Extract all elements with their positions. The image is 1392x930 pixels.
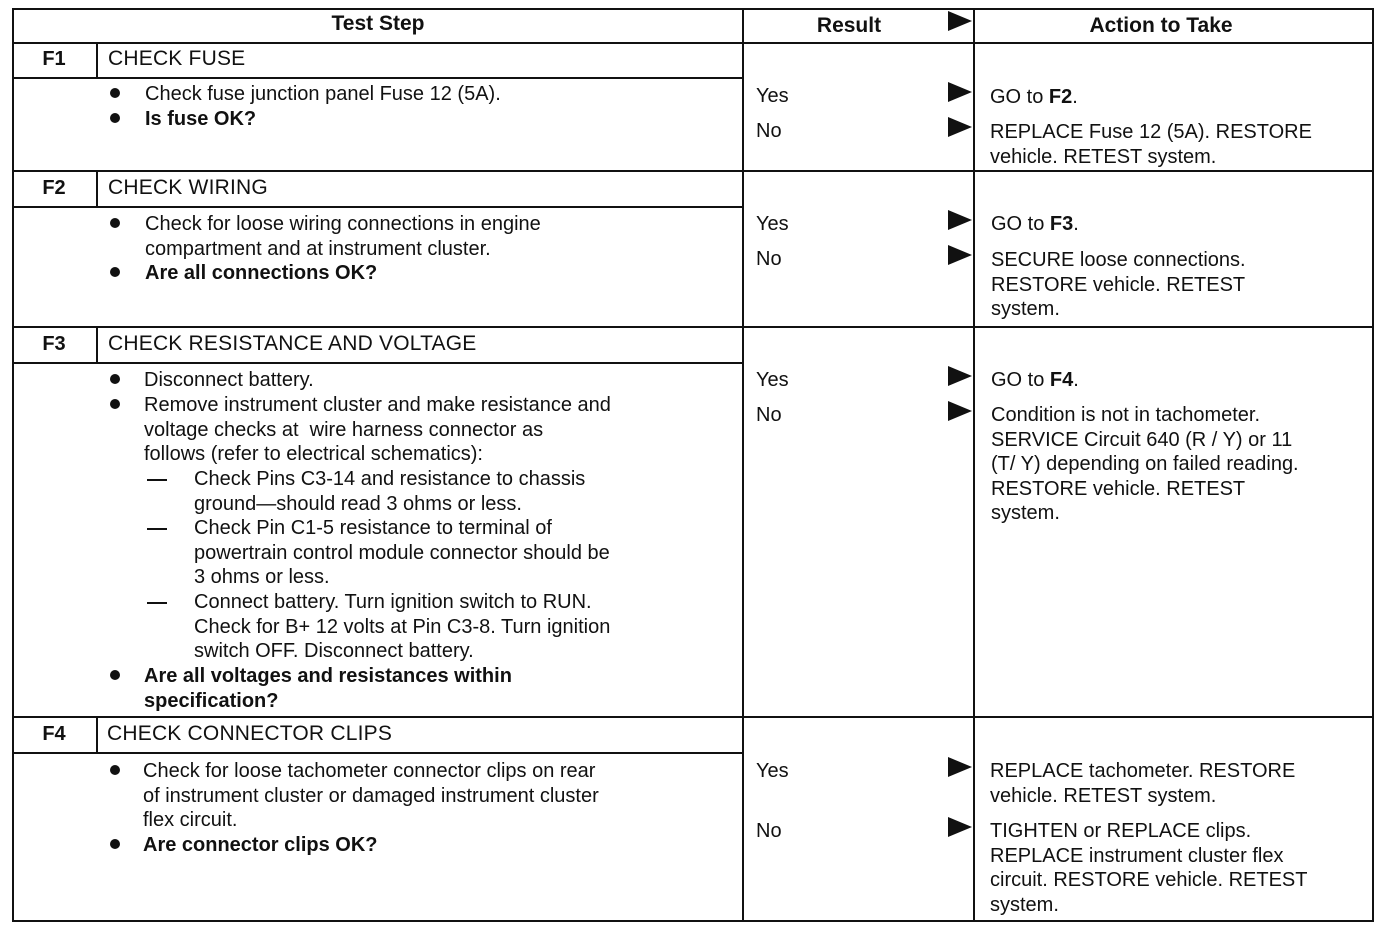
bullet-icon xyxy=(110,267,120,277)
step-substep: Check Pins C3-14 and resistance to chassis ground—should read 3 ohms or less. xyxy=(194,468,586,515)
action-yes: GO to F2. xyxy=(990,86,1078,108)
bullet-icon xyxy=(110,218,120,228)
step-question: Are all connections OK? xyxy=(145,262,378,284)
action-yes: GO to F3. xyxy=(991,213,1079,235)
step-substep: Connect battery. Turn ignition switch to RUN. Check for B+ 12 volts at Pin C3-8. Turn ignition switch OFF. Disconnect battery. xyxy=(194,591,611,662)
bullet-icon xyxy=(110,839,120,849)
header-arrow-icon xyxy=(948,11,972,31)
step-instruction: Check for loose tachometer connector clips on rear of instrument cluster or damaged instrument cluster flex circuit. xyxy=(143,760,599,831)
arrow-no-icon xyxy=(948,401,972,421)
step-title: CHECK FUSE xyxy=(108,47,246,70)
step-instruction: Remove instrument cluster and make resistance and voltage checks at wire harness connector as follows (refer to electrical schematics): xyxy=(144,394,611,465)
result-no: No xyxy=(756,248,782,270)
step-instruction: Check for loose wiring connections in engine compartment and at instrument cluster. xyxy=(145,213,541,260)
step-id: F2 xyxy=(42,177,66,199)
action-no: REPLACE Fuse 12 (5A). RESTORE vehicle. RETEST system. xyxy=(990,121,1312,168)
action-yes: REPLACE tachometer. RESTORE vehicle. RETEST system. xyxy=(990,760,1296,807)
action-yes: GO to F4. xyxy=(991,369,1079,391)
action-no: Condition is not in tachometer. SERVICE Circuit 640 (R / Y) or 11 (T/ Y) depending on failed reading. RESTORE vehicle. RETEST system. xyxy=(991,404,1299,524)
step-substep: Check Pin C1-5 resistance to terminal of powertrain control module connector should be 3 ohms or less. xyxy=(194,517,610,588)
result-yes: Yes xyxy=(756,760,789,782)
arrow-yes-icon xyxy=(948,210,972,230)
step-id: F3 xyxy=(42,333,66,355)
dash-icon xyxy=(147,528,167,530)
step-question: Is fuse OK? xyxy=(145,108,257,130)
result-no: No xyxy=(756,820,782,842)
bullet-icon xyxy=(110,670,120,680)
result-yes: Yes xyxy=(756,85,789,107)
arrow-no-icon xyxy=(948,117,972,137)
step-title: CHECK RESISTANCE AND VOLTAGE xyxy=(108,332,477,355)
arrow-yes-icon xyxy=(948,366,972,386)
header-result: Result xyxy=(816,14,882,37)
step-question: Are all voltages and resistances within specification? xyxy=(144,665,512,712)
arrow-yes-icon xyxy=(948,82,972,102)
step-title: CHECK WIRING xyxy=(108,176,268,199)
dash-icon xyxy=(147,602,167,604)
step-id: F4 xyxy=(42,723,66,745)
bullet-icon xyxy=(110,88,120,98)
bullet-icon xyxy=(110,399,120,409)
arrow-no-icon xyxy=(948,245,972,265)
result-yes: Yes xyxy=(756,213,789,235)
result-no: No xyxy=(756,404,782,426)
step-id: F1 xyxy=(42,48,66,70)
result-yes: Yes xyxy=(756,369,789,391)
step-title: CHECK CONNECTOR CLIPS xyxy=(107,722,393,745)
arrow-no-icon xyxy=(948,817,972,837)
arrow-yes-icon xyxy=(948,757,972,777)
header-action: Action to Take xyxy=(1089,14,1233,37)
result-no: No xyxy=(756,120,782,142)
dash-icon xyxy=(147,479,167,481)
bullet-icon xyxy=(110,374,120,384)
header-test-step: Test Step xyxy=(331,12,425,35)
action-no: TIGHTEN or REPLACE clips. REPLACE instrument cluster flex circuit. RESTORE vehicle. RETEST system. xyxy=(990,820,1308,916)
action-no: SECURE loose connections. RESTORE vehicle. RETEST system. xyxy=(991,249,1246,320)
step-question: Are connector clips OK? xyxy=(143,834,378,856)
step-instruction: Check fuse junction panel Fuse 12 (5A). xyxy=(145,83,501,105)
bullet-icon xyxy=(110,113,120,123)
bullet-icon xyxy=(110,765,120,775)
step-instruction: Disconnect battery. xyxy=(144,369,314,391)
